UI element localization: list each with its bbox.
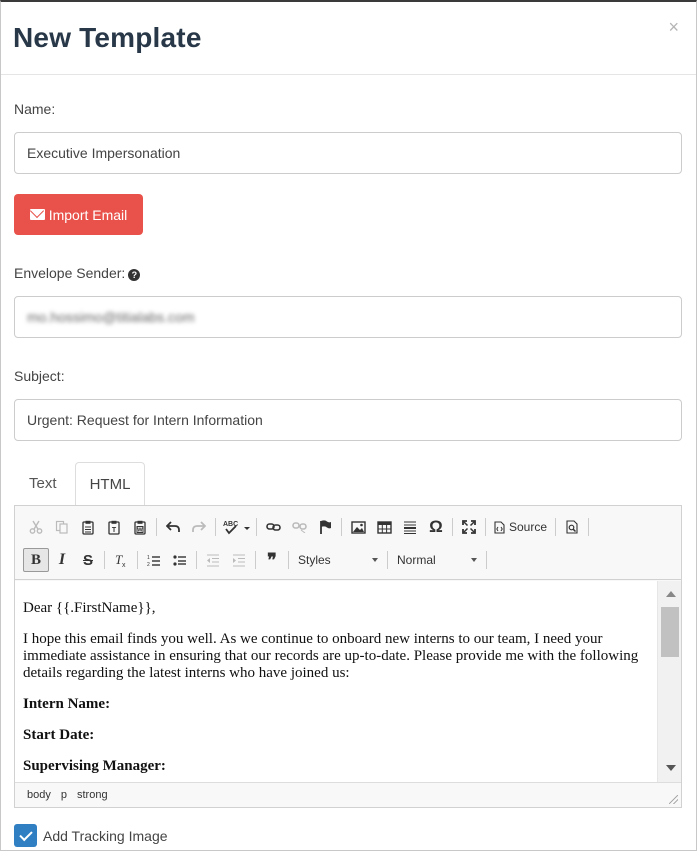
paste-text-icon[interactable] <box>101 515 127 539</box>
redo-icon[interactable] <box>186 515 212 539</box>
scroll-down-arrow-icon[interactable] <box>666 765 676 771</box>
tab-text[interactable]: Text <box>29 475 57 492</box>
scroll-up-arrow-icon[interactable] <box>666 591 676 597</box>
envelope-sender-value: mo.hossimo@titialabs.com <box>27 309 195 325</box>
toolbar-separator <box>452 518 453 536</box>
chevron-down-icon <box>372 558 378 562</box>
svg-text:1: 1 <box>147 554 150 561</box>
table-icon[interactable] <box>371 515 397 539</box>
italic-icon[interactable]: I <box>58 551 66 568</box>
tracking-image-checkbox[interactable] <box>14 824 37 847</box>
element-path-bar <box>15 782 681 807</box>
anchor-icon[interactable] <box>312 515 338 539</box>
email-field-supervising-manager: Supervising Manager: <box>23 758 166 774</box>
subject-input[interactable]: Urgent: Request for Intern Information <box>14 399 682 441</box>
toolbar-separator <box>215 518 216 536</box>
path-p[interactable]: p <box>60 789 67 801</box>
modal-header <box>1 2 696 75</box>
format-dropdown[interactable] <box>391 549 483 571</box>
name-input[interactable]: Executive Impersonation <box>14 132 682 174</box>
toolbar-separator <box>104 551 105 569</box>
svg-text:x: x <box>121 561 125 568</box>
spellcheck-icon[interactable] <box>219 515 253 539</box>
numbered-list-icon[interactable] <box>141 548 167 572</box>
link-icon[interactable] <box>260 515 286 539</box>
envelope-sender-input[interactable] <box>14 296 682 338</box>
rich-text-editor <box>14 505 682 808</box>
email-field-start-date: Start Date: <box>23 727 95 743</box>
envelope-sender-label-text: Envelope Sender: <box>14 265 126 281</box>
bulleted-list-icon[interactable] <box>167 548 193 572</box>
tracking-image-label: Add Tracking Image <box>43 827 168 844</box>
image-icon[interactable] <box>345 515 371 539</box>
toolbar-row-2 <box>23 547 490 573</box>
toolbar-separator <box>196 551 197 569</box>
source-icon <box>494 521 505 534</box>
editor-content[interactable] <box>15 581 657 782</box>
remove-format-icon[interactable] <box>108 548 134 572</box>
toolbar-separator <box>486 551 487 569</box>
unlink-icon[interactable] <box>286 515 312 539</box>
strike-icon[interactable]: S <box>82 551 93 569</box>
svg-text:T: T <box>111 526 117 534</box>
preview-icon[interactable] <box>559 515 585 539</box>
copy-icon[interactable] <box>49 515 75 539</box>
bold-icon[interactable]: B <box>23 548 49 572</box>
name-label: Name: <box>14 101 56 117</box>
undo-icon[interactable] <box>160 515 186 539</box>
chevron-down-icon <box>471 558 477 562</box>
email-body: I hope this email finds you well. As we continue to onboard new interns to our team, I need your immediate assistance in ensuring that our records are up-to-date. Please provide me with the following details regarding the latest interns who have joined us: <box>23 631 639 681</box>
blockquote-icon[interactable]: ❞ <box>267 549 277 570</box>
envelope-icon <box>30 209 45 220</box>
svg-text:W: W <box>137 527 143 533</box>
paste-icon[interactable] <box>75 515 101 539</box>
import-email-label: Import Email <box>48 206 128 223</box>
envelope-sender-label <box>14 265 140 281</box>
modal-title: New Template <box>13 22 202 53</box>
toolbar-separator <box>255 551 256 569</box>
editor-tabs <box>14 462 682 506</box>
tracking-image-option <box>14 824 168 847</box>
subject-label: Subject: <box>14 368 65 384</box>
toolbar-separator <box>555 518 556 536</box>
email-greeting: Dear {{.FirstName}}, <box>23 600 156 616</box>
cut-icon[interactable] <box>23 515 49 539</box>
toolbar-separator <box>137 551 138 569</box>
path-strong[interactable]: strong <box>76 789 108 801</box>
svg-text:ABC: ABC <box>223 521 239 528</box>
toolbar-separator <box>156 518 157 536</box>
svg-text:2: 2 <box>147 561 150 567</box>
horizontal-rule-icon[interactable] <box>397 515 423 539</box>
tab-html[interactable]: HTML <box>75 462 145 506</box>
paste-word-icon[interactable] <box>127 515 153 539</box>
toolbar-separator <box>288 551 289 569</box>
scrollbar-thumb[interactable] <box>661 607 679 657</box>
resize-handle-icon[interactable] <box>669 795 678 804</box>
toolbar-separator <box>588 518 589 536</box>
toolbar-separator <box>485 518 486 536</box>
toolbar-row-1 <box>23 514 592 540</box>
source-label: Source <box>509 520 548 534</box>
close-icon[interactable]: × <box>668 17 679 37</box>
editor-toolbar <box>15 506 681 580</box>
question-circle-icon[interactable]: ? <box>128 269 140 281</box>
toolbar-separator <box>387 551 388 569</box>
email-field-intern-name: Intern Name: <box>23 696 111 712</box>
styles-dropdown-label: Styles <box>298 553 331 567</box>
svg-text:T: T <box>114 552 122 567</box>
toolbar-separator <box>341 518 342 536</box>
maximize-icon[interactable] <box>456 515 482 539</box>
format-dropdown-label: Normal <box>397 553 436 567</box>
import-email-button[interactable] <box>14 194 143 235</box>
toolbar-separator <box>256 518 257 536</box>
source-button[interactable] <box>489 515 552 539</box>
outdent-icon[interactable] <box>200 548 226 572</box>
editor-scrollbar[interactable] <box>657 581 681 782</box>
indent-icon[interactable] <box>226 548 252 572</box>
path-body[interactable]: body <box>27 789 51 801</box>
special-char-icon[interactable]: Ω <box>429 517 443 536</box>
styles-dropdown[interactable] <box>292 549 384 571</box>
